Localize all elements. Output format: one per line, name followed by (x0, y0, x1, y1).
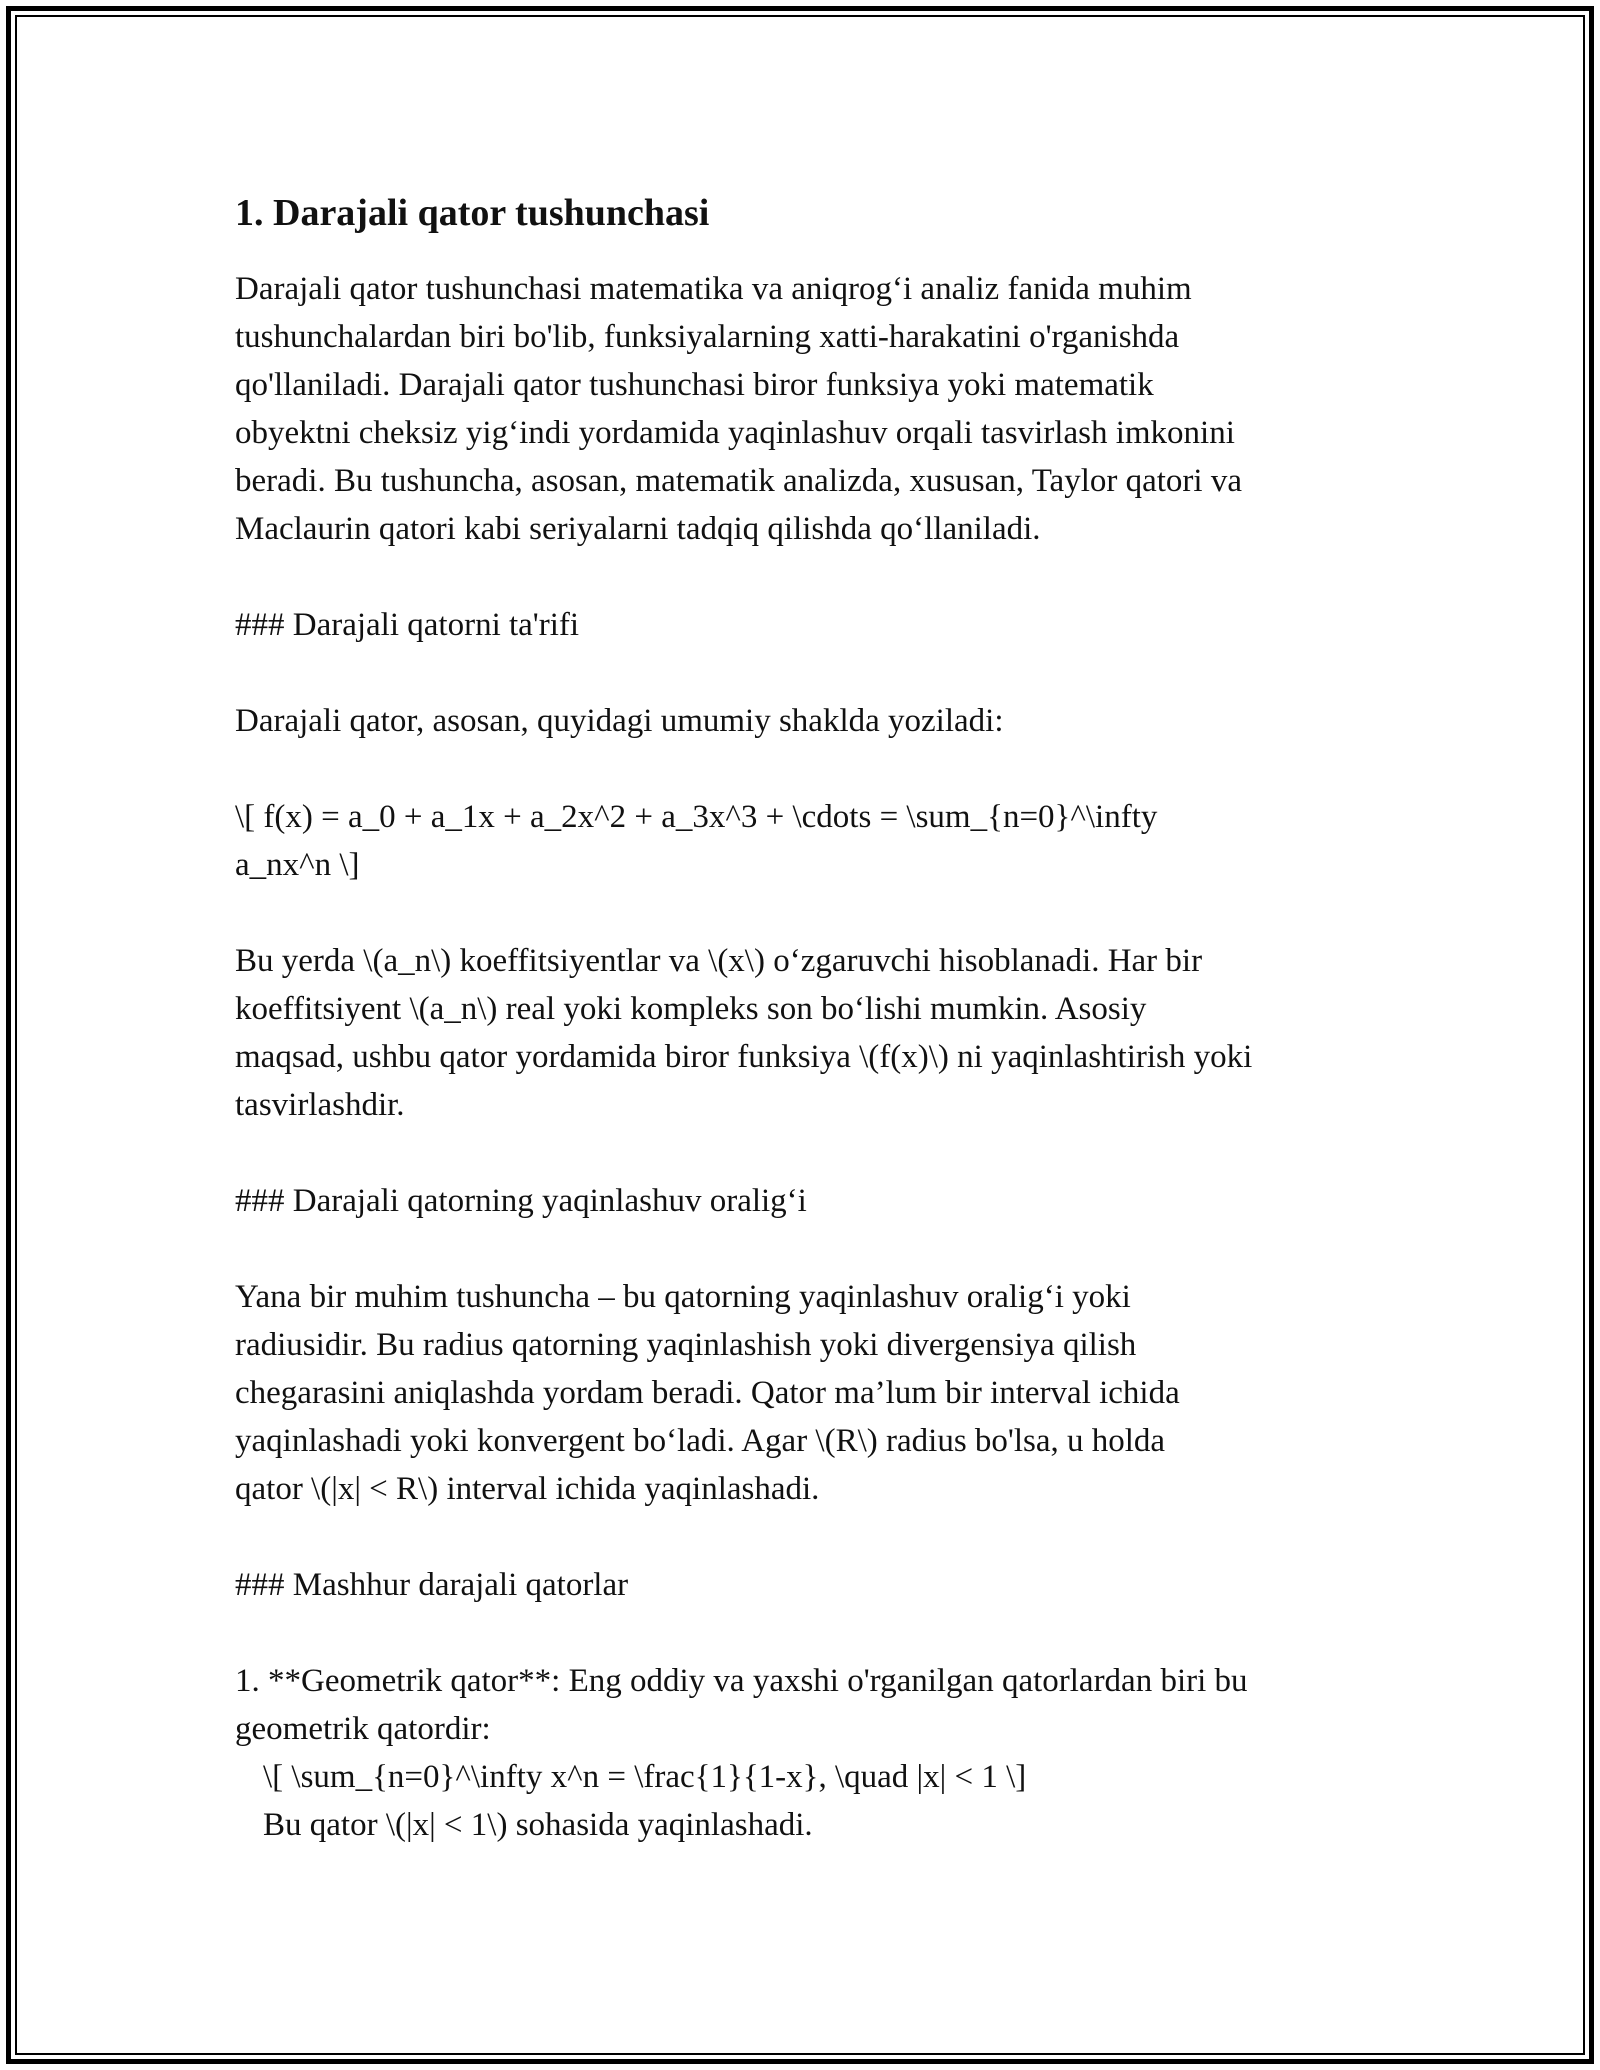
list-item-geometric (235, 1657, 1385, 1753)
intro-line: qo'llaniladi. Darajali qator tushunchasi biror funksiya yoki matematik (235, 367, 1154, 403)
intro-line: beradi. Bu tushuncha, asosan, matematik analizda, xususan, Taylor qatori va (235, 463, 1242, 499)
paragraph-line: yaqinlashadi yoki konvergent bo‘ladi. Agar \(R\) radius bo'lsa, u holda (235, 1423, 1166, 1459)
paragraph-line: qator \(|x| < R\) interval ichida yaqinlashadi. (235, 1471, 820, 1507)
geometric-note: Bu qator \(|x| < 1\) sohasida yaqinlashadi. (263, 1807, 813, 1843)
section-heading-famous-series: ### Mashhur darajali qatorlar (235, 1567, 629, 1603)
paragraph-line: maqsad, ushbu qator yordamida biror funksiya \(f(x)\) ni yaqinlashtirish yoki (235, 1039, 1253, 1075)
paragraph-line: radiusidir. Bu radius qatorning yaqinlashish yoki divergensiya qilish (235, 1327, 1137, 1363)
definition-lead: Darajali qator, asosan, quyidagi umumiy shaklda yoziladi: (235, 703, 1004, 739)
definition-paragraph (235, 937, 1385, 1129)
intro-line: Darajali qator tushunchasi matematika va aniqrog‘i analiz fanida muhim (235, 271, 1192, 307)
paragraph-line: Yana bir muhim tushuncha – bu qatorning yaqinlashuv oralig‘i yoki (235, 1279, 1131, 1315)
paragraph-line: tasvirlashdir. (235, 1087, 405, 1123)
formula-line: \[ f(x) = a_0 + a_1x + a_2x^2 + a_3x^3 + \cdots = \sum_{n=0}^\infty (235, 799, 1158, 835)
paragraph-line: Bu yerda \(a_n\) koeffitsiyentlar va \(x\) o‘zgaruvchi hisoblanadi. Har bir (235, 943, 1203, 979)
document-body (235, 183, 1385, 1849)
list-item-line: 1. **Geometrik qator**: Eng oddiy va yaxshi o'rganilgan qatorlardan biri bu (235, 1663, 1248, 1699)
intro-line: obyektni cheksiz yig‘indi yordamida yaqinlashuv orqali tasvirlash imkonini (235, 415, 1235, 451)
paragraph-line: chegarasini aniqlashda yordam beradi. Qator ma’lum bir interval ichida (235, 1375, 1180, 1411)
formula-geometric: \[ \sum_{n=0}^\infty x^n = \frac{1}{1-x}, \quad |x| < 1 \] (263, 1759, 1027, 1795)
convergence-paragraph (235, 1273, 1385, 1513)
intro-line: Maclaurin qatori kabi seriyalarni tadqiq qilishda qo‘llaniladi. (235, 511, 1041, 547)
list-item-line: geometrik qatordir: (235, 1711, 491, 1747)
section-heading-convergence: ### Darajali qatorning yaqinlashuv oralig‘i (235, 1183, 807, 1219)
intro-paragraph (235, 265, 1385, 553)
paragraph-line: koeffitsiyent \(a_n\) real yoki kompleks son bo‘lishi mumkin. Asosiy (235, 991, 1147, 1027)
formula-line: a_nx^n \] (235, 847, 360, 883)
document-title: 1. Darajali qator tushunchasi (235, 192, 710, 234)
section-heading-definition: ### Darajali qatorni ta'rifi (235, 607, 580, 643)
formula-general (235, 793, 1385, 889)
intro-line: tushunchalardan biri bo'lib, funksiyalarning xatti-harakatini o'rganishda (235, 319, 1180, 355)
